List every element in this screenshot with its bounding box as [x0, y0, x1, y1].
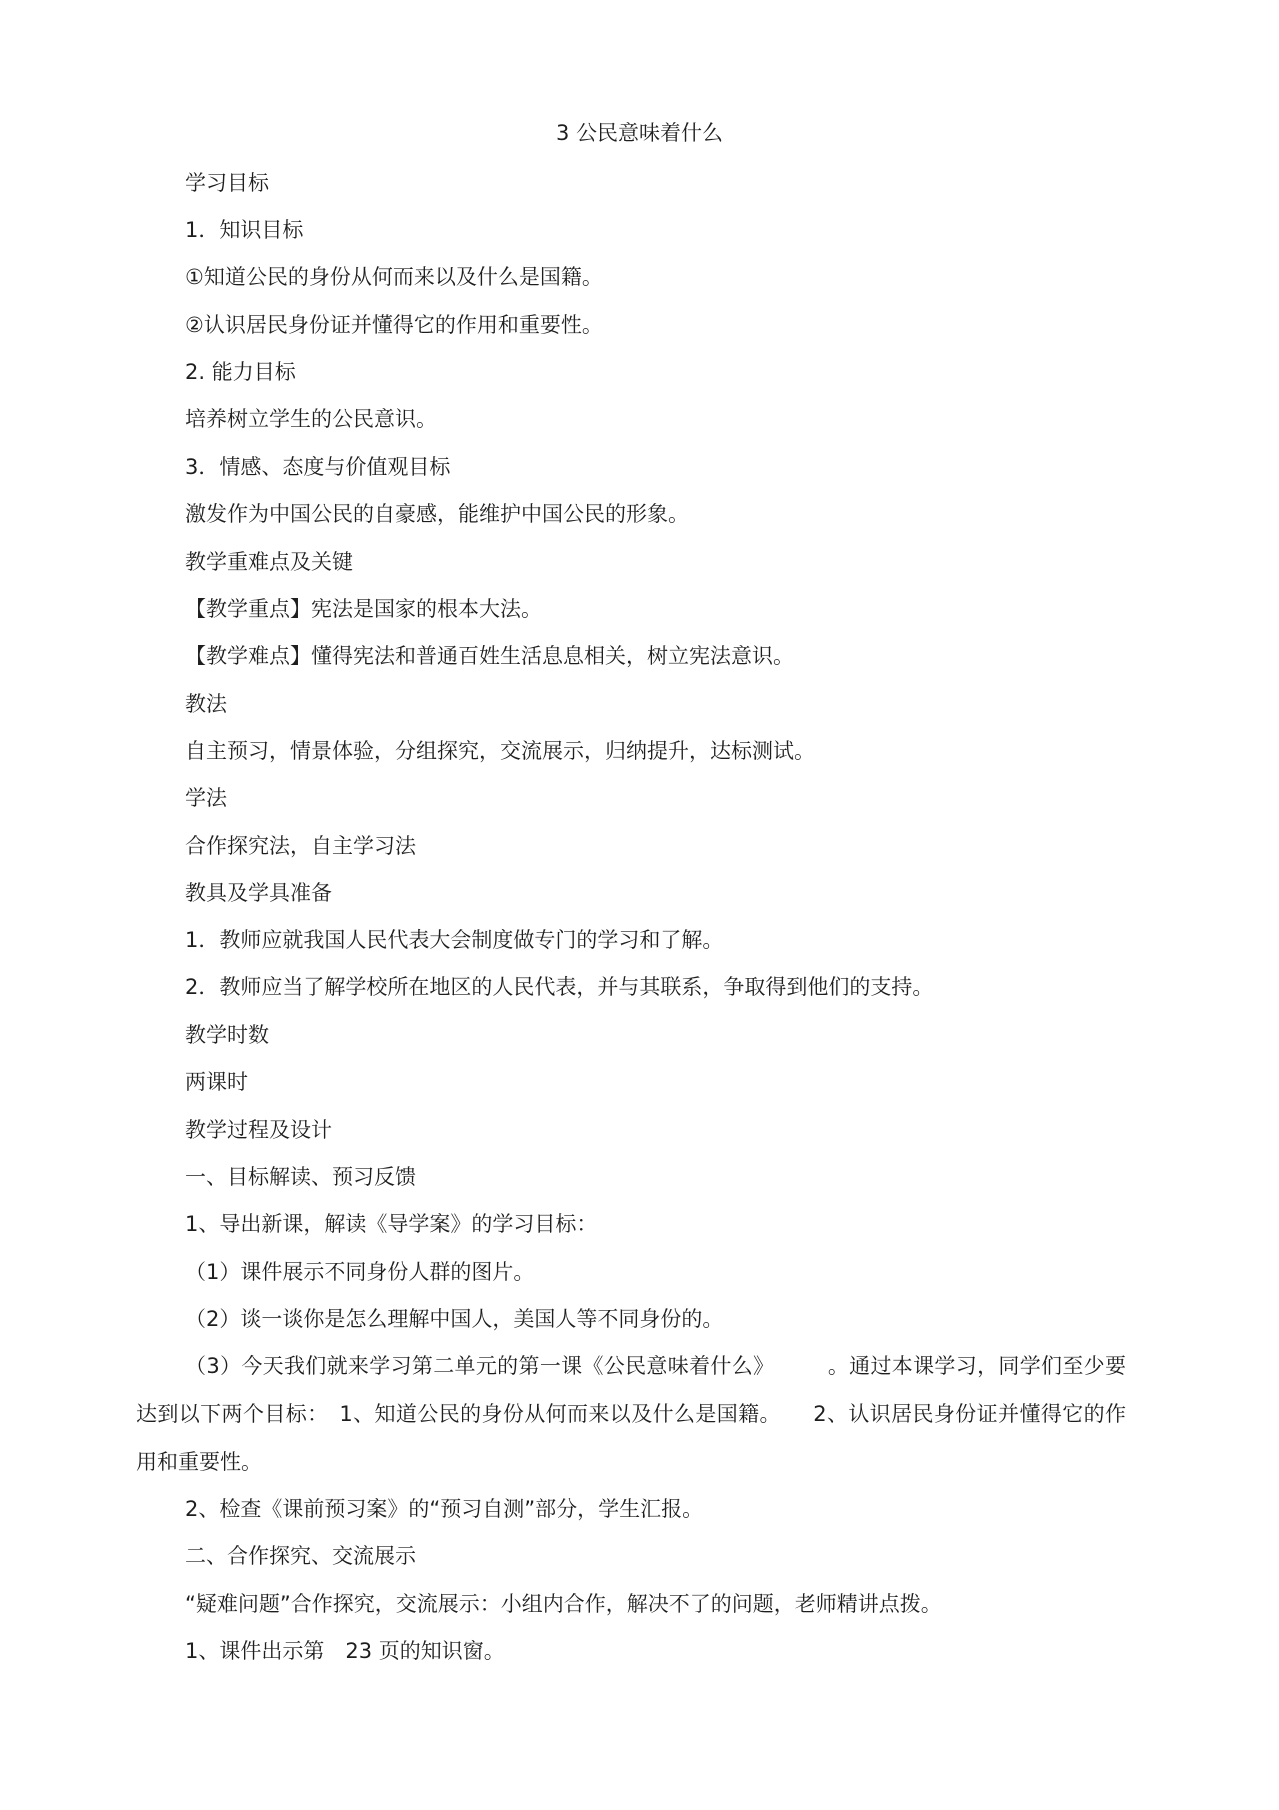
emotion-goal-text: 激发作为中国公民的自豪感，能维护中国公民的形象。: [185, 502, 689, 526]
ability-goal-heading: 2. 能力目标: [185, 360, 296, 384]
document-title: 3 公民意味着什么: [555, 121, 724, 145]
heading-learning-method: 学法: [185, 786, 227, 810]
heading-teaching-process: 教学过程及设计: [185, 1118, 332, 1142]
heading-class-hours: 教学时数: [185, 1023, 269, 1047]
difficult-point-text: 【教学难点】懂得宪法和普通百姓生活息息相关，树立宪法意识。: [185, 644, 794, 668]
heading-learning-goals: 学习目标: [185, 171, 269, 195]
emotion-goal-heading: 3．情感、态度与价值观目标: [185, 455, 451, 479]
step-subitem: （1）课件展示不同身份人群的图片。: [185, 1260, 535, 1284]
step-text: “疑难问题”合作探究，交流展示：小组内合作，解决不了的问题，老师精讲点拨。: [185, 1592, 942, 1616]
step-paragraph: （3）今天我们就来学习第二单元的第一课《公民意味着什么》 。通过本课学习，同学们至少要达到以下两个目标： 1、知道公民的身份从何而来以及什么是国籍。 2、认识居民身份证并懂得它的作用和重要性。: [136, 1354, 1126, 1474]
step-text: 1、导出新课，解读《导学案》的学习目标：: [185, 1212, 598, 1236]
teaching-method-text: 自主预习，情景体验，分组探究，交流展示，归纳提升，达标测试。: [185, 739, 815, 763]
step-subitem: （2）谈一谈你是怎么理解中国人，美国人等不同身份的。: [185, 1307, 724, 1331]
materials-item: 1．教师应就我国人民代表大会制度做专门的学习和了解。: [185, 928, 724, 952]
ability-goal-text: 培养树立学生的公民意识。: [185, 407, 437, 431]
knowledge-goal-item: ②认识居民身份证并懂得它的作用和重要性。: [185, 313, 603, 337]
heading-key-points: 教学重难点及关键: [185, 550, 353, 574]
heading-teaching-method: 教法: [185, 692, 227, 716]
section-heading: 一、目标解读、预习反馈: [185, 1165, 416, 1189]
knowledge-goal-item: ①知道公民的身份从何而来以及什么是国籍。: [185, 265, 603, 289]
learning-method-text: 合作探究法，自主学习法: [185, 834, 416, 858]
heading-materials: 教具及学具准备: [185, 881, 332, 905]
key-point-text: 【教学重点】宪法是国家的根本大法。: [185, 597, 542, 621]
step-text: 1、课件出示第 23 页的知识窗。: [185, 1639, 505, 1663]
knowledge-goal-heading: 1．知识目标: [185, 218, 304, 242]
section-heading: 二、合作探究、交流展示: [185, 1544, 416, 1568]
class-hours-text: 两课时: [185, 1070, 248, 1094]
materials-item: 2．教师应当了解学校所在地区的人民代表，并与其联系，争取得到他们的支持。: [185, 975, 934, 999]
step-text: 2、检查《课前预习案》的“预习自测”部分，学生汇报。: [185, 1497, 704, 1521]
